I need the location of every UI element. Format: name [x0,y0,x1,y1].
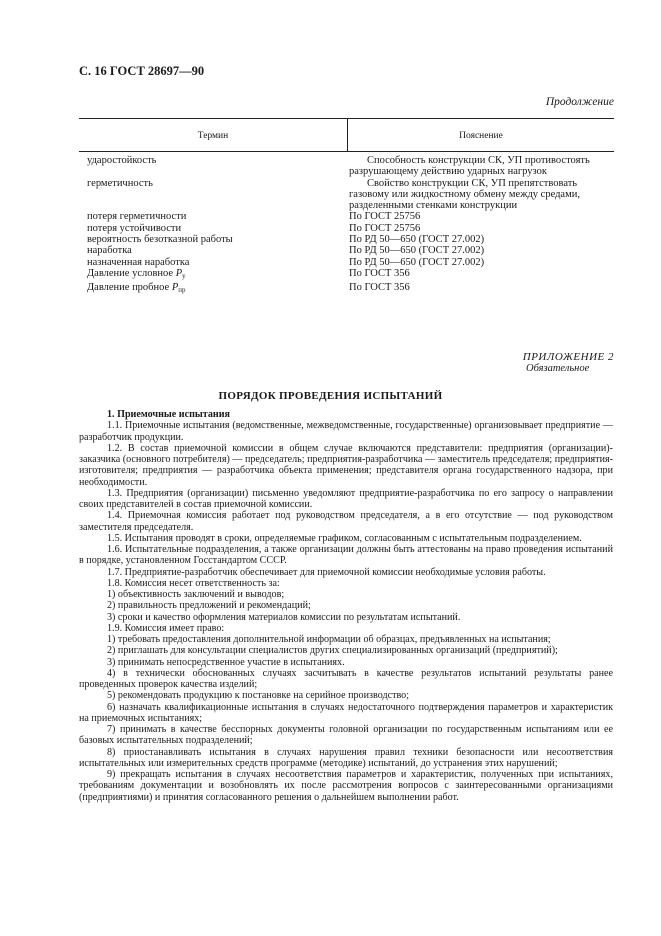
term-cell: назначенная наработка [87,256,190,268]
list-item: 1) требовать предоставления дополнительной информации об образцах, предъявленных на испытания; [107,634,551,645]
explanation-cell: По ГОСТ 25756 [349,211,421,223]
paragraph: 1.7. Предприятие-разработчик обеспечивает для приемочной комиссии необходимые условия работы. [107,566,546,578]
list-item: 8) приостанавливать испытания в случаях нарушения правил техники безопасности или несоответствия испытательных или измерительных средств программе (методике) испытаний, до устранения этих нарушений; [79,746,613,769]
list-item: 2) приглашать для консультации специалистов других специализированных организаций (предприятий); [107,645,558,657]
term-cell: ударостойкость [87,155,157,166]
pressure-symbol: P [171,282,179,294]
pressure-symbol: P [175,267,183,279]
explanation-cell: Способность конструкции СК, УП противостоять разрушающему действию ударных нагрузок [349,155,590,178]
term-cell: потеря устойчивости [87,222,182,234]
table-row [79,178,614,212]
list-item: 2) правильность предложений и рекомендаций; [107,600,311,612]
explanation-cell: По ГОСТ 25756 [349,222,421,234]
pressure-subscript: у [182,271,186,280]
table-row [79,155,614,178]
paragraph: 1.5. Испытания проводят в сроки, определяемые графиком, согласованным с испытательным подразделением. [107,532,582,544]
continuation-label: Продолжение [545,96,614,108]
explanation-cell: По РД 50—650 (ГОСТ 27.002) [349,245,485,257]
explanation-cell: Свойство конструкции СК, УП препятствовать газовому или жидкостному обмену между средами, разделенными стенками конструкции [349,177,580,212]
document-body [79,409,613,803]
explanation-cell: По ГОСТ 356 [349,267,410,279]
paragraph: 1.4. Приемочная комиссия работает под руководством председателя, а в его отсутствие — под руководством заместителя председателя. [79,510,613,533]
term-cell: Давление пробное $P_{пр}$ [87,282,186,295]
term-cell: потеря герметичности [87,211,187,223]
term-cell: наработка [87,245,132,257]
list-item: 5) рекомендовать продукцию к постановке на серийное производство; [107,690,410,702]
pressure-subscript: пр [178,286,186,295]
table-header-rule [79,151,614,152]
term-cell: герметичность [87,177,153,189]
paragraph: 1.6. Испытательные подразделения, а также организации должны быть аттестованы на право проведения испытаний в порядке, установленном Госстандартом СССР. [79,544,613,567]
page-title: ПОРЯДОК ПРОВЕДЕНИЯ ИСПЫТАНИЙ [218,390,443,402]
list-item: 3) принимать непосредственное участие в испытаниях. [107,656,345,668]
table-row [79,245,614,256]
table-row [79,211,614,222]
column-header-explanation: Пояснение [459,131,503,141]
explanation-cell: По РД 50—650 (ГОСТ 27.002) [349,234,485,246]
terms-table-body [79,155,614,297]
table-row [79,257,614,268]
page-header: С. 16 ГОСТ 28697—90 [79,64,205,78]
appendix-status: Обязательное [526,363,590,374]
paragraph: 1.1. Приемочные испытания (ведомственные, межведомственные, государственные) организовывает предприятие — разработчик продукции. [79,420,613,443]
section-heading: 1. Приемочные испытания [107,409,230,420]
paragraph: 1.9. Комиссия имеет право: [107,622,225,634]
explanation-cell: По ГОСТ 356 [349,282,410,294]
table-row [79,282,614,296]
table-row [79,223,614,234]
list-item: 3) сроки и качество оформления материалов комиссии по результатам испытаний. [107,611,461,623]
paragraph: 1.8. Комиссия несет ответственность за: [107,577,280,589]
list-item: 1) объективность заключений и выводов; [107,589,285,600]
list-item: 6) назначать квалификационные испытания в случаях недостаточного подтверждения параметров и характеристик на приемочных испытаниях; [79,701,613,724]
term-cell: вероятность безотказной работы [87,234,233,246]
explanation-cell: По РД 50—650 (ГОСТ 27.002) [349,256,485,268]
list-item: 7) принимать в качестве бесспорных документы головной организации по государственным испытаниям или ее базовых испытательных подразделений; [79,724,613,747]
column-header-term: Термин [197,131,229,141]
paragraph: 1.2. В состав приемочной комиссии в общем случае включаются представители: предприятия (организации)-заказчика (основного потребителя) — председатель; предприятия-разработчика — заместитель председателя; предприятия-изготовителя; предприятия — разработчика объекта применения; представителя органа государственного надзора, при необходимости. [79,442,613,488]
list-item: 4) в технически обоснованных случаях засчитывать в качестве результатов испытаний результаты ранее проведенных проверок качества изделий; [79,667,613,690]
list-item: 9) прекращать испытания в случаях несоответствия параметров и характеристик, полученных при испытаниях, требованиям документации и возобновлять их после рассмотрения вопросов с заинтересованными организациями (предприятиями) и принятия согласованного решения о дальнейшем выполнении работ. [79,769,613,803]
table-row [79,234,614,245]
paragraph: 1.3. Предприятия (организации) письменно уведомляют предприятие-разработчика по его запросу о направлении своих представителей в состав приемочной комиссии. [79,487,613,510]
term-cell: Давление условное $P_у$ [87,267,186,280]
table-row [79,268,614,282]
appendix-title: ПРИЛОЖЕНИЕ 2 [522,351,614,363]
